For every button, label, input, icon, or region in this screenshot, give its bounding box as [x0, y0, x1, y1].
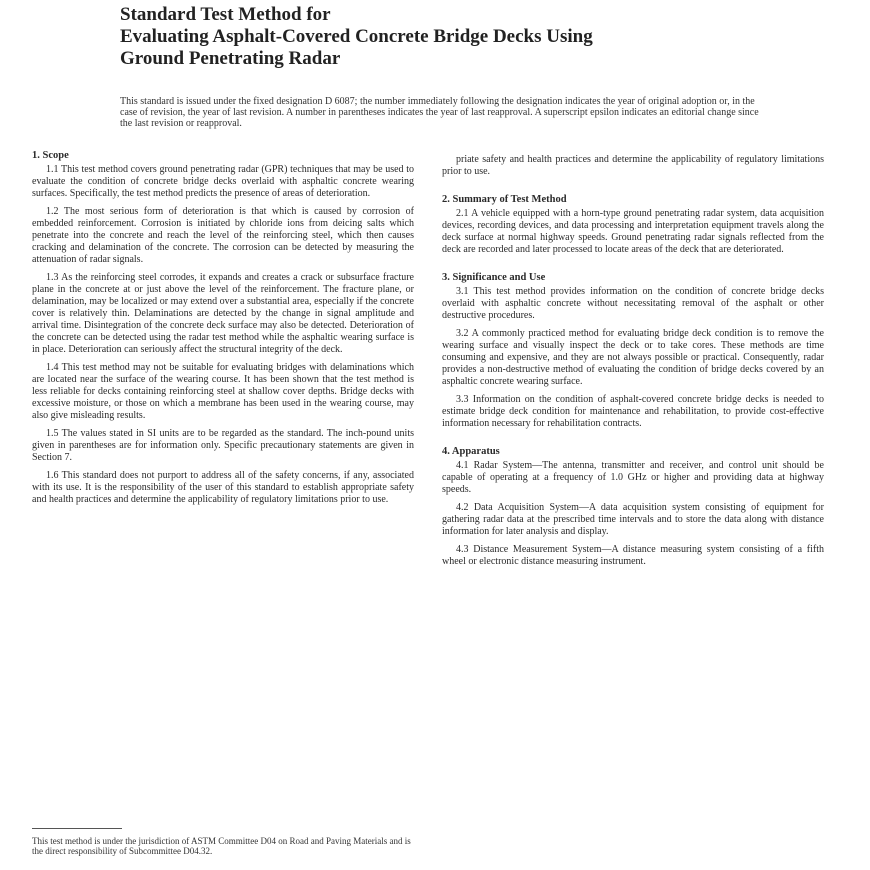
standard-notice: This standard is issued under the fixed designation D 6087; the number immediately following the designation indicates the year of original adoption or, in the case of revision, the year of last revision. A number in parentheses indicates the year of last reapproval. A superscript epsilon indicates an editorial change since the last revision or reapproval. — [120, 96, 759, 129]
document-header — [120, 4, 760, 70]
paragraph: 1.1 This test method covers ground penetrating radar (GPR) techniques that may be used to evaluate the condition of concrete bridge decks overlaid with asphaltic concrete wearing surfaces. Specifically, the test method predicts the presence of areas of deterioration. — [32, 164, 414, 199]
section-heading: 3. Significance and Use — [442, 272, 546, 283]
paragraph: 1.4 This test method may not be suitable for evaluating bridges with delaminations which are located near the surface of the wearing course. It has been shown that the test method is less reliable for decks containing reinforcing steel at shallow cover depths. Bridge decks with excessive moisture, or those on which a membrane has been used in the wearing course, may also give misleading results. — [32, 362, 414, 421]
title-line-2: Evaluating Asphalt-Covered Concrete Bridge Decks Using — [120, 26, 593, 47]
title-line-3: Ground Penetrating Radar — [120, 48, 341, 69]
paragraph: 4.1 Radar System—The antenna, transmitter and receiver, and control unit should be capable of operating at a frequency of 1.0 GHz or higher and providing data at highway speeds. — [442, 460, 824, 495]
paragraph: 2.1 A vehicle equipped with a horn-type ground penetrating radar system, data acquisition devices, recording devices, and data processing and interpretation equipment travels along the deck surface at normal highway speeds. Ground penetrating radar signals reflected from the deck are recorded and later processed to locate areas of the deck that are deteriorated. — [442, 208, 824, 255]
paragraph: 1.2 The most serious form of deterioration is that which is caused by corrosion of embedded reinforcement. Corrosion is initiated by chloride ions from deicing salts which penetrate into the concrete and reach the level of the reinforcing steel, which then causes cracking and delamination of the concrete. The corrosion can be detected by measuring the attenuation of radar signals. — [32, 206, 414, 265]
section-heading: 2. Summary of Test Method — [442, 194, 567, 205]
footnote-rule — [32, 828, 122, 829]
left-column — [32, 150, 414, 512]
paragraph: 3.1 This test method provides information on the condition of concrete bridge decks overlaid with asphaltic concrete without necessitating removal of the asphalt or other destructive procedures. — [442, 286, 824, 321]
paragraph: 4.2 Data Acquisition System—A data acquisition system consisting of equipment for gathering radar data at the prescribed time intervals and to store the data along with distance information for later analysis and display. — [442, 502, 824, 537]
paragraph: 1.3 As the reinforcing steel corrodes, it expands and creates a crack or subsurface fracture plane in the concrete at or just above the level of the reinforcement. The fracture plane, or delamination, may be localized or may extend over a substantial area, especially if the concrete cover is relatively thin. Delaminations are detected by the change in signal amplitude and arrival time. Disintegration of the concrete deck surface may also be detected. Deterioration of the concrete can be detected using the radar test method while the asphaltic wearing surface is in place. Deterioration can seriously affect the structural integrity of the deck. — [32, 272, 414, 355]
section-heading: 1. Scope — [32, 150, 69, 161]
paragraph: 1.6 This standard does not purport to address all of the safety concerns, if any, associated with its use. It is the responsibility of the user of this standard to establish appropriate safety and health practices and determine the applicability of regulatory limitations prior to use. — [32, 470, 414, 505]
paragraph: 4.3 Distance Measurement System—A distance measuring system consisting of a fifth wheel or electronic distance measuring instrument. — [442, 544, 824, 567]
right-column — [442, 154, 824, 574]
paragraph: 3.3 Information on the condition of asphalt-covered concrete bridge decks is needed to estimate bridge deck condition for maintenance and rehabilitation, to provide cost-effective information necessary for rehabilitation contracts. — [442, 394, 824, 429]
footnote: This test method is under the jurisdiction of ASTM Committee D04 on Road and Paving Materials and is the direct responsibility of Subcommittee D04.32. — [32, 836, 411, 856]
section-heading: 4. Apparatus — [442, 446, 500, 457]
paragraph: 3.2 A commonly practiced method for evaluating bridge deck condition is to remove the wearing surface and visually inspect the deck or to take cores. These methods are time consuming and expensive, and they are not always possible or practical. Consequently, radar provides a non-destructive method of evaluating the condition of bridge decks covered by an asphaltic concrete wearing surface. — [442, 328, 824, 387]
paragraph: 1.5 The values stated in SI units are to be regarded as the standard. The inch-pound units given in parentheses are for information only. Specific precautionary statements are given in Section 7. — [32, 428, 414, 463]
paragraph: priate safety and health practices and determine the applicability of regulatory limitations prior to use. — [442, 154, 824, 177]
title-line-1: Standard Test Method for — [120, 4, 331, 25]
